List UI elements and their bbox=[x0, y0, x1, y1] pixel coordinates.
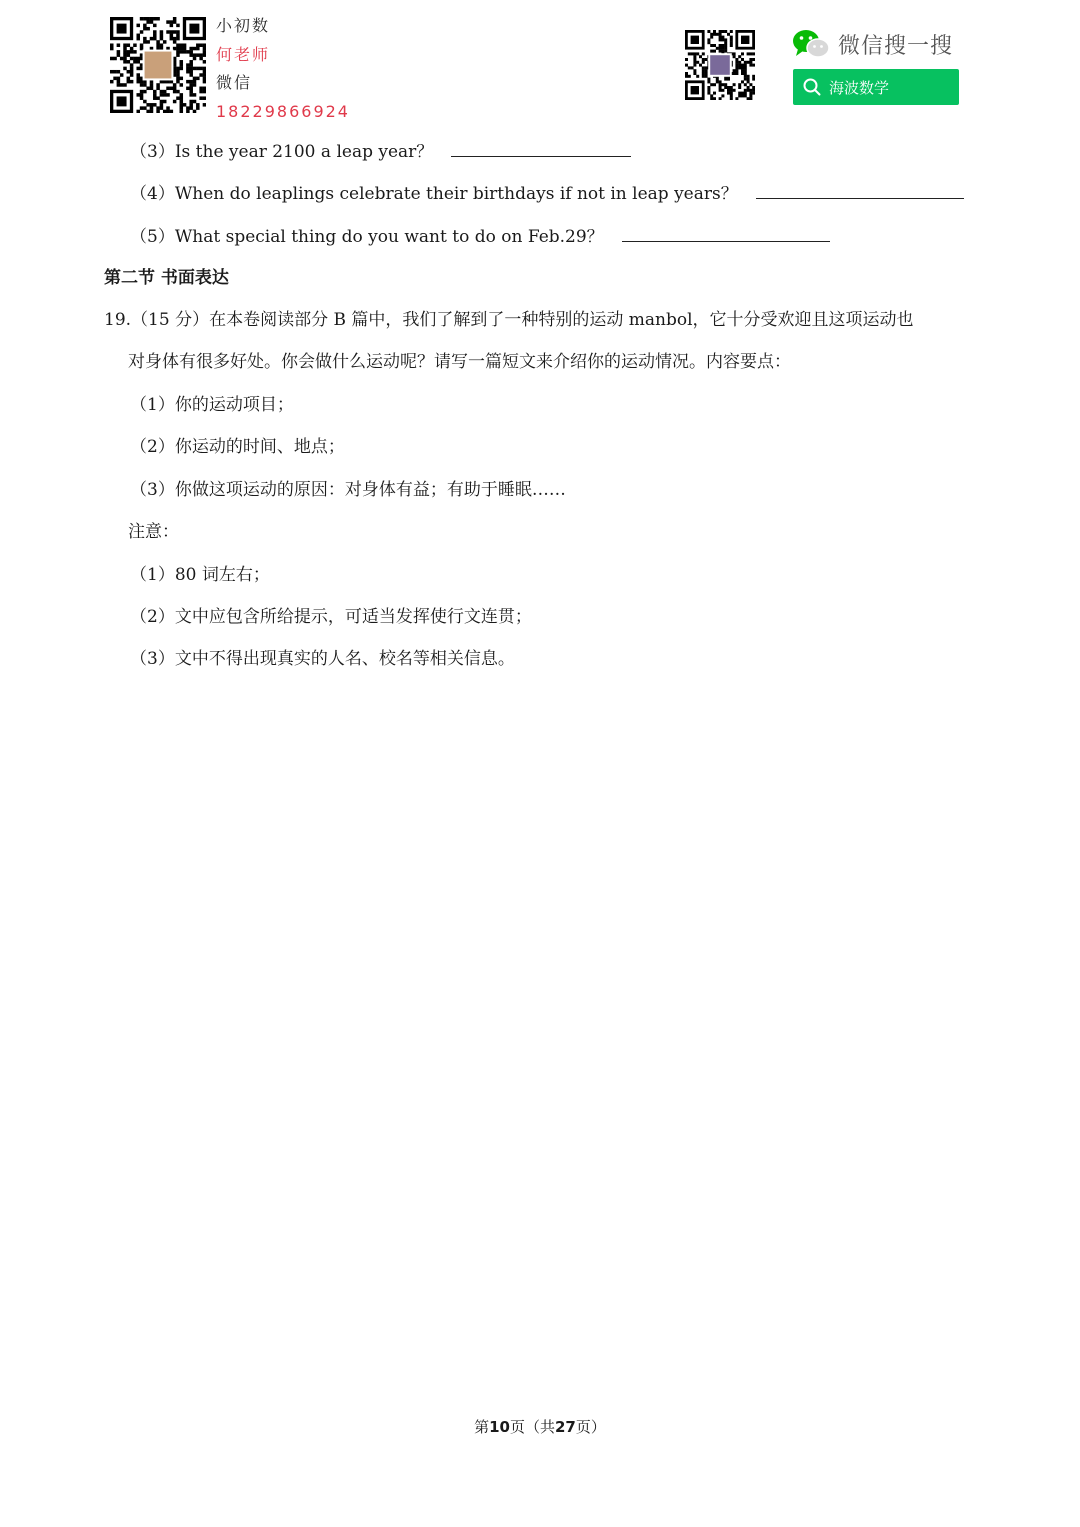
task-point-1: （1）你的运动项目； bbox=[130, 395, 294, 415]
answer-blank-3[interactable] bbox=[451, 140, 631, 157]
task-point-2: （2）你运动的时间、地点； bbox=[130, 437, 345, 457]
footer-prefix: 第 bbox=[474, 1418, 490, 1436]
teacher-contact bbox=[216, 12, 350, 126]
qr-code-wechat[interactable] bbox=[685, 30, 755, 100]
question-3 bbox=[130, 140, 631, 163]
note-1: （1）80 词左右； bbox=[130, 565, 270, 585]
task-prompt-line-2: 对身体有很多好处。你会做什么运动呢？请写一篇短文来介绍你的运动情况。内容要点： bbox=[128, 352, 791, 372]
teacher-phone: 18229866924 bbox=[216, 101, 350, 121]
notes-label: 注意： bbox=[128, 522, 179, 542]
footer-total-pages: 27 bbox=[555, 1418, 576, 1436]
section-title: 第二节 书面表达 bbox=[104, 268, 229, 288]
answer-blank-4[interactable] bbox=[756, 182, 964, 199]
footer-page-number: 10 bbox=[489, 1418, 510, 1436]
question-4-text: （4）When do leaplings celebrate their birthdays if not in leap years？ bbox=[130, 184, 738, 204]
wechat-search-button-label: 海波数学 bbox=[829, 78, 890, 97]
question-4 bbox=[130, 182, 964, 205]
question-5-text: （5）What special thing do you want to do on Feb.29？ bbox=[130, 227, 604, 247]
note-3: （3）文中不得出现真实的人名、校名等相关信息。 bbox=[130, 649, 515, 669]
page-footer bbox=[0, 1416, 1080, 1437]
answer-blank-5[interactable] bbox=[622, 225, 830, 242]
teacher-line-1: 小初数 bbox=[216, 16, 271, 35]
footer-suffix: 页） bbox=[575, 1418, 606, 1436]
wechat-search-title bbox=[792, 28, 953, 60]
wechat-icon bbox=[792, 29, 830, 59]
task-point-3: （3）你做这项运动的原因：对身体有益；有助于睡眠…… bbox=[130, 480, 566, 500]
note-2: （2）文中应包含所给提示，可适当发挥使行文连贯； bbox=[130, 607, 532, 627]
qr-code-teacher[interactable] bbox=[110, 17, 206, 113]
search-icon bbox=[803, 78, 821, 96]
task-prompt-line-1: 19.（15 分）在本卷阅读部分 B 篇中，我们了解到了一种特别的运动 manbol，它十分受欢迎且这项运动也 bbox=[104, 310, 914, 330]
footer-middle: 页（共 bbox=[509, 1418, 555, 1436]
question-5 bbox=[130, 225, 830, 248]
teacher-line-2: 何老师 bbox=[216, 44, 271, 64]
page-header bbox=[0, 0, 1080, 120]
teacher-line-3: 微信 bbox=[216, 73, 253, 92]
question-3-text: （3）Is the year 2100 a leap year？ bbox=[130, 142, 434, 162]
wechat-search-button[interactable] bbox=[793, 69, 959, 105]
wechat-search-label: 微信搜一搜 bbox=[838, 33, 954, 59]
